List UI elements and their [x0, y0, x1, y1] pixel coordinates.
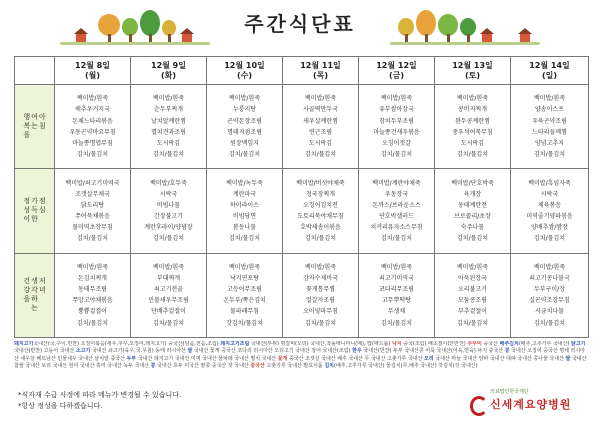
- menu-item: 감자수제비국: [303, 275, 338, 283]
- menu-item: 낙지연포탕: [230, 275, 259, 283]
- meal-row: [15, 169, 589, 253]
- origin-text: 콩: [150, 362, 156, 369]
- menu-item: 쭈어묵채볶음: [75, 212, 110, 220]
- menu-cell: [435, 85, 511, 169]
- menu-item: 김치/물김치: [380, 150, 412, 158]
- menu-item: 누룽지탕: [232, 106, 257, 114]
- menu-item: 청국장찌개: [306, 190, 335, 198]
- menu-item: 도토리묵야채무침: [297, 212, 344, 220]
- menu-item: 민물새우무조림: [148, 297, 189, 305]
- origin-text: 중국산 조갯살 국내산 배추 국내산 무 국내산 고춧가루 국내산: [287, 355, 425, 362]
- menu-cell: [207, 253, 283, 337]
- menu-item: 양념고추지: [535, 139, 564, 147]
- menu-item: 백미밥/흰죽: [304, 95, 336, 103]
- menu-item: 양송이스프: [535, 106, 564, 114]
- origin-text: 김치: [324, 362, 334, 369]
- menu-item: 봄동나물: [232, 224, 257, 232]
- menu-item: 오징어김치전: [303, 201, 338, 209]
- menu-item: 단배추겉절이: [151, 308, 186, 316]
- menu-item: 브로콜리/초장: [454, 212, 491, 220]
- origin-text: 한우: [352, 348, 362, 355]
- origin-text: 국내산 호두 미국산 땅콩 중국산 잣 국내산: [155, 362, 251, 369]
- menu-item: 백미밥/흰죽: [380, 95, 412, 103]
- slogan-word: 아 침: [38, 113, 46, 131]
- origin-text: 콩: [504, 348, 510, 355]
- menu-cell: [283, 85, 359, 169]
- day-header: 12월 12일 (금): [359, 57, 435, 85]
- menu-cell: [131, 169, 207, 253]
- menu-item: 백미밥/흰죽: [76, 95, 108, 103]
- menu-item: 백미밥/버섯야채죽: [296, 179, 345, 187]
- note-line: *식자재 수급 사정에 따라 메뉴가 변경될 수 있습니다.: [18, 391, 182, 399]
- menu-item: 백미밥/흑임자죽: [528, 179, 571, 187]
- header: [0, 0, 600, 52]
- menu-item: 완두콩계란찜: [455, 117, 490, 125]
- hospital-brand: [468, 388, 596, 416]
- origin-text: (배추,고추가루 국내산) 물김치(무,배추 국내산) 갓김치(갓 국내산): [334, 362, 478, 369]
- menu-cell: [435, 253, 511, 337]
- menu-item: 백미밥/계란야채죽: [372, 179, 421, 187]
- menu-item: 백미밥/흰죽: [228, 264, 260, 272]
- menu-item: 마늘쫑건새우볶음: [373, 128, 420, 136]
- meal-row: [15, 85, 589, 169]
- menu-item: 부대찌개: [156, 275, 181, 283]
- menu-cell: [207, 169, 283, 253]
- menu-cell: [55, 169, 131, 253]
- menu-item: 돈김치찌개: [78, 275, 107, 283]
- origin-text: 국내산 오징어 중국산 명태 러시아산 새우살 베트남산 민물새우 국내산 날치알 중국산: [14, 348, 586, 362]
- menu-item: 하이라이스: [230, 201, 259, 209]
- menu-cell: [55, 253, 131, 337]
- menu-item: 갓김치/물김치: [226, 319, 263, 327]
- menu-item: 도시락김: [460, 139, 485, 147]
- menu-item: 시락국: [159, 190, 178, 198]
- note-line: *항상 정성을 다하겠습니다.: [18, 402, 103, 410]
- origin-text: (배추,고추가루 국내산): [518, 341, 571, 347]
- menu-item: 미역줄기양파볶음: [526, 212, 573, 220]
- menu-item: 김치/물김치: [304, 150, 336, 158]
- menu-item: 숙주나물: [460, 224, 485, 232]
- slogan-word: 행 복 을: [23, 113, 31, 140]
- origin-text: 돼지고기조림: [220, 341, 250, 347]
- menu-item: 김치/물김치: [304, 235, 336, 243]
- menu-item: 우동곤약마요무침: [69, 128, 116, 136]
- menu-item: 백미밥/흰죽: [533, 95, 565, 103]
- menu-cell: [55, 85, 131, 169]
- menu-cell: [511, 85, 589, 169]
- menu-cell: [359, 253, 435, 337]
- slogan-word: 생 각 하 는: [31, 277, 38, 313]
- menu-item: 김치/물김치: [380, 235, 412, 243]
- menu-item: 참치두부조림: [379, 117, 414, 125]
- menu-item: 모둠콩조림: [458, 297, 487, 305]
- menu-item: 김치/물김치: [533, 319, 565, 327]
- menu-item: 김치/물김치: [456, 235, 488, 243]
- day-header: 12월 9일 (화): [131, 57, 207, 85]
- menu-item: 백미밥/쇠고기미역국: [65, 179, 120, 187]
- menu-cell: [283, 253, 359, 337]
- menu-item: 도시락김: [156, 139, 181, 147]
- menu-item: 제육볶음: [537, 201, 562, 209]
- menu-item: 김치/물김치: [152, 235, 184, 243]
- menu-item: 치커리유자소스무침: [370, 224, 423, 232]
- menu-item: 백미밥/흰죽: [76, 264, 108, 272]
- menu-item: 콩비지찌개: [458, 106, 487, 114]
- menu-cell: [207, 85, 283, 169]
- menu-item: 느타리들깨찜: [532, 128, 567, 136]
- origin-text: 주꾸미: [467, 341, 482, 347]
- menu-item: 아욱된장국: [458, 275, 487, 283]
- menu-item: 코다리무조림: [379, 286, 414, 294]
- menu-item: 물미역초장무침: [72, 224, 113, 232]
- menu-cell: [283, 169, 359, 253]
- slogan-word: 가 득 한: [31, 197, 38, 224]
- menu-item: 비빔당면: [232, 212, 257, 220]
- slogan-word: 정 성 이: [23, 197, 31, 224]
- menu-cell: [511, 169, 589, 253]
- menu-item: 돈까스/브라운소스: [372, 201, 421, 209]
- footer-notes: [18, 390, 181, 412]
- menu-item: 김치/물김치: [228, 235, 260, 243]
- menu-item: 비빔나물: [156, 201, 181, 209]
- menu-item: 고무뿌떡탕: [382, 297, 411, 305]
- day-header: 12월 8일 (월): [55, 57, 131, 85]
- menu-item: 호박새송이볶음: [300, 224, 341, 232]
- menu-item: 백미밥/흰죽: [304, 264, 336, 272]
- origin-text: 두부: [126, 355, 137, 362]
- origin-text: 돼지고기: [14, 341, 34, 347]
- menu-cell: [435, 169, 511, 253]
- menu-item: 김치/물김치: [152, 319, 184, 327]
- menu-item: 연근조림: [308, 128, 333, 136]
- menu-item: 오리불고기: [458, 286, 487, 294]
- origin-text: 쌀: [565, 355, 571, 362]
- slogan-word: 저 녁: [38, 277, 46, 295]
- origin-text: 국내산 쇠고기(육우,국,무침) 동태 러시아산: [90, 348, 188, 355]
- slogan-word: 건 강 을: [23, 277, 31, 304]
- menu-item: 백미밥/단호박죽: [451, 179, 494, 187]
- day-header: 12월 11일 (목): [283, 57, 359, 85]
- menu-item: 유부쌈아장국: [379, 106, 414, 114]
- menu-item: 두부구이/장: [533, 286, 565, 294]
- slogan-word: 여 는: [31, 113, 38, 131]
- menu-item: 중우석어묵무침: [452, 128, 493, 136]
- menu-item: 양배추쌈/쌈장: [531, 224, 568, 232]
- menu-item: 시금치나물: [535, 308, 564, 316]
- menu-cell: [359, 85, 435, 169]
- menu-item: 백미밥/흰죽: [533, 264, 565, 272]
- menu-cell: [511, 253, 589, 337]
- menu-cell: [131, 85, 207, 169]
- menu-item: 단호박샐러드: [379, 212, 414, 220]
- menu-item: 김치/물김치: [152, 150, 184, 158]
- origin-text: 국내산 마늘 국내산 양파 국내산 대파 국내산 콩나물 국내산: [433, 355, 566, 362]
- menu-item: 백미밥/흰죽: [228, 95, 260, 103]
- day-header: 12월 13일 (토): [435, 57, 511, 85]
- menu-item: 김치/물김치: [456, 319, 488, 327]
- menu-item: 쁑쁑겉절이: [78, 308, 107, 316]
- menu-item: 도시락김: [308, 139, 333, 147]
- origin-text: 국내산 찹쌀 국내산 보리 국내산 현미 국내산 흑미 국내산 녹두 국내산: [14, 355, 587, 369]
- menu-item: 우동장국: [384, 190, 409, 198]
- menu-item: 명태지점조림: [227, 128, 262, 136]
- menu-item: 시락국: [540, 190, 559, 198]
- origin-text: 낙지: [391, 341, 402, 347]
- menu-item: 실곤약조장무침: [529, 297, 570, 305]
- menu-item: 백미밥/녹두죽: [226, 179, 263, 187]
- origin-text: 국내산 꽃게 중국산 코다리 러시아산 오리고기 국내산 장어 국내산(조림): [192, 348, 353, 355]
- menu-item: 백미밥/흰죽: [152, 264, 184, 272]
- menu-item: 얼갈자조림: [306, 297, 335, 305]
- menu-item: 부추겉절이: [458, 308, 487, 316]
- menu-item: 쇠고기전골: [154, 286, 183, 294]
- menu-item: 백미밥/흰죽: [152, 95, 184, 103]
- meal-label: [15, 253, 55, 337]
- menu-item: 멸치견과조림: [151, 128, 186, 136]
- menu-item: 오이양파무침: [303, 308, 338, 316]
- menu-item: 계란파국: [232, 190, 257, 198]
- origin-text: 중국산: [250, 362, 265, 369]
- menu-cell: [131, 253, 207, 337]
- hospital-logo-icon: [468, 394, 486, 412]
- menu-item: 새우살계란찜: [303, 117, 338, 125]
- menu-item: 김치/물김치: [76, 150, 108, 158]
- menu-item: 조갯살무채국: [75, 190, 110, 198]
- menu-item: 고등어무조림: [227, 286, 262, 294]
- day-header: 12월 10일 (수): [207, 57, 283, 85]
- menu-cell: [359, 169, 435, 253]
- menu-item: 김치/물김치: [533, 150, 565, 158]
- menu-item: 순두부찌개: [154, 106, 183, 114]
- weekly-menu-table: [14, 56, 589, 338]
- origin-text: 중국(조림) 배초절이(안반찬): [401, 341, 468, 347]
- origin-text: 국내산(반찬) 두부 국내산콩 어묵 국내산(어육,연육) 낙지 중국산: [361, 348, 505, 355]
- menu-item: 마늘쫑명엽무침: [72, 139, 113, 147]
- meal-row: [15, 253, 589, 337]
- origin-notice: [14, 341, 588, 385]
- menu-item: 육개장: [463, 190, 482, 198]
- menu-item: 곤약돈장조림: [227, 117, 262, 125]
- meal-label: [15, 169, 55, 253]
- menu-item: 백미밥/흰죽: [456, 95, 488, 103]
- menu-item: 백미밥/흰죽: [456, 264, 488, 272]
- origin-text: 국내산(부위) 멍갈비(오리) 국내산,착돌매니마니(메), 밥(매드륨): [249, 341, 392, 347]
- menu-item: 우육곤약조림: [532, 117, 567, 125]
- menu-item: 온두부/쪽은김치: [223, 297, 266, 305]
- meal-label: [15, 85, 55, 169]
- origin-text: 소고기: [75, 348, 91, 355]
- day-header: 12월 14일 (일): [511, 57, 589, 85]
- origin-text: 오리: [424, 355, 434, 362]
- brand-name: 신세계요양병원: [490, 398, 572, 411]
- menu-item: 사골떡만두국: [303, 106, 338, 114]
- origin-text: 쌀: [187, 348, 193, 355]
- menu-item: 김치/물김치: [533, 235, 565, 243]
- page-title: 주간식단표: [244, 12, 356, 36]
- day-header-row: [15, 57, 589, 85]
- menu-item: 쭈앙고야채볶음: [72, 297, 113, 305]
- menu-item: 간장불고기: [154, 212, 183, 220]
- menu-item: 돈채느타리볶음: [72, 117, 113, 125]
- menu-item: 배추우거지국: [75, 106, 110, 114]
- menu-item: 김치/물김치: [304, 319, 336, 327]
- menu-item: 오징어젓갈: [382, 139, 411, 147]
- menu-item: 김치/물김치: [76, 319, 108, 327]
- menu-item: 동태무조림: [78, 286, 107, 294]
- menu-item: 쇠고기미역국: [379, 275, 414, 283]
- menu-item: 동태계란전: [458, 201, 487, 209]
- menu-item: 김치/물김치: [228, 150, 260, 158]
- menu-item: 김치/물김치: [380, 319, 412, 327]
- menu-item: 김치/물김치: [456, 150, 488, 158]
- menu-item: 물파래무침: [230, 308, 259, 316]
- origin-text: 중국산: [481, 341, 500, 347]
- origin-text: 꽃게: [277, 355, 288, 362]
- origin-text: 국내산(반찬) 고등어 국내산: [14, 348, 76, 355]
- menu-item: 김치/물김치: [76, 235, 108, 243]
- menu-item: 계란후라이/양념장: [144, 224, 193, 232]
- brand-subtitle: 의료법인한국재단: [490, 389, 529, 395]
- menu-item: 날치알계란찜: [151, 117, 186, 125]
- origin-text: 국내산 돼지고기 국내산 미역 국내산 물파래 국내산 멸치 국내산: [136, 355, 278, 362]
- corner-cell: [15, 57, 55, 85]
- menu-item: 백미밥/호두죽: [150, 179, 187, 187]
- menu-item: 쇠고기콩나물국: [529, 275, 570, 283]
- menu-item: 백미밥/흰죽: [380, 264, 412, 272]
- menu-item: 꽃게통무찜: [306, 286, 335, 294]
- origin-text: 국내산(국,구이,반찬) 오징어볶음(세우,쭈꾸,오징어,돼지고기) 중국산(담음,전음,조림): [33, 341, 221, 347]
- origin-text: 닭고기: [570, 341, 586, 347]
- origin-text: 배추김치: [499, 341, 519, 347]
- slogan-word: 점 심: [38, 197, 46, 215]
- origin-text: 고춧가루 국내산 발효식품: [264, 362, 325, 369]
- menu-item: 무생채: [387, 308, 406, 316]
- menu-item: 닭도리탕: [80, 201, 105, 209]
- menu-item: 원장맥잎지: [230, 139, 259, 147]
